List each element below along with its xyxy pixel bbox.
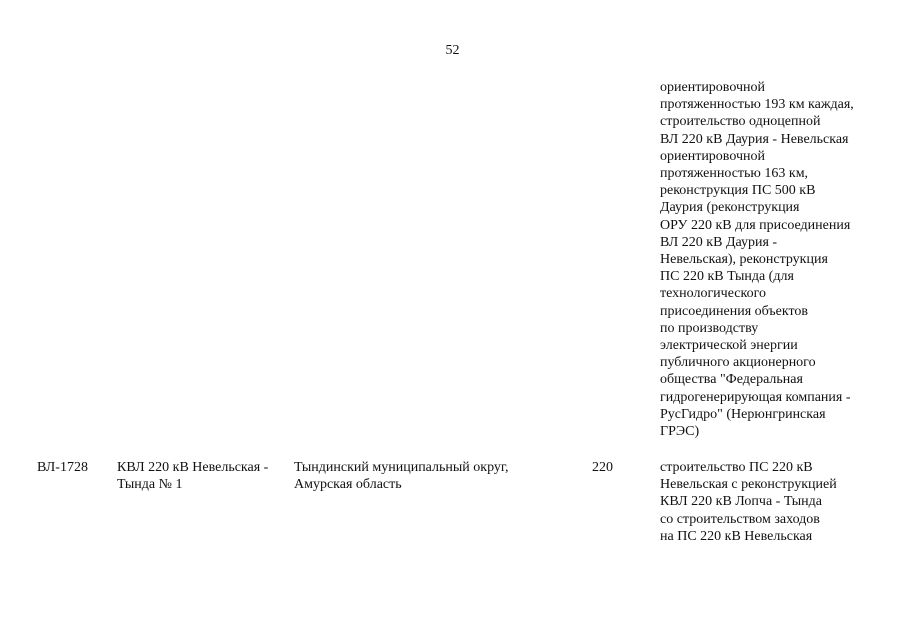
description-line: общества "Федеральная	[660, 372, 803, 388]
description-line: Невельская с реконструкцией	[660, 477, 837, 493]
description-line: реконструкция ПС 500 кВ	[660, 183, 816, 199]
description-line: строительство одноцепной	[660, 114, 821, 130]
description-line: по производству	[660, 320, 759, 336]
description-line: со строительством заходов	[660, 511, 820, 527]
description-line: ГРЭС)	[660, 424, 700, 440]
description-line: строительство ПС 220 кВ	[660, 460, 813, 475]
description-line: РусГидро" (Нерюнгринская	[660, 406, 826, 422]
continued-description	[660, 79, 900, 440]
object-name-line: КВЛ 220 кВ Невельская -	[117, 460, 269, 475]
object-code: ВЛ-1728	[37, 460, 88, 475]
description-line: протяженностью 163 км,	[660, 166, 809, 182]
location-line: Амурская область	[294, 477, 402, 493]
object-name-line: Тында № 1	[117, 477, 183, 493]
description-line: Даурия (реконструкция	[660, 200, 800, 216]
description-line: ОРУ 220 кВ для присоединения	[660, 217, 851, 233]
object-location	[294, 459, 509, 493]
object-name	[117, 459, 268, 493]
table-row	[0, 459, 905, 559]
description-line: гидрогенерирующая компания -	[660, 389, 851, 405]
location-line: Тындинский муниципальный округ,	[294, 460, 509, 475]
voltage-class: 220	[592, 460, 613, 475]
description-line: присоединения объектов	[660, 303, 809, 319]
description-line: ориентировочной	[660, 148, 765, 164]
page-number: 52	[445, 43, 460, 58]
description-line: ориентировочной	[660, 80, 765, 95]
description-line: КВЛ 220 кВ Лопча - Тында	[660, 494, 822, 510]
description-line: ВЛ 220 кВ Даурия -	[660, 234, 778, 250]
description-line: на ПС 220 кВ Невельская	[660, 528, 813, 544]
description-line: Невельская), реконструкция	[660, 252, 828, 268]
description-line: публичного акционерного	[660, 355, 816, 371]
description-line: ПС 220 кВ Тында (для	[660, 269, 794, 285]
description-line: электрической энергии	[660, 338, 798, 354]
object-description	[660, 459, 837, 545]
description-line: ВЛ 220 кВ Даурия - Невельская	[660, 131, 849, 147]
description-line: технологического	[660, 286, 766, 302]
description-line: протяженностью 193 км каждая,	[660, 97, 854, 113]
